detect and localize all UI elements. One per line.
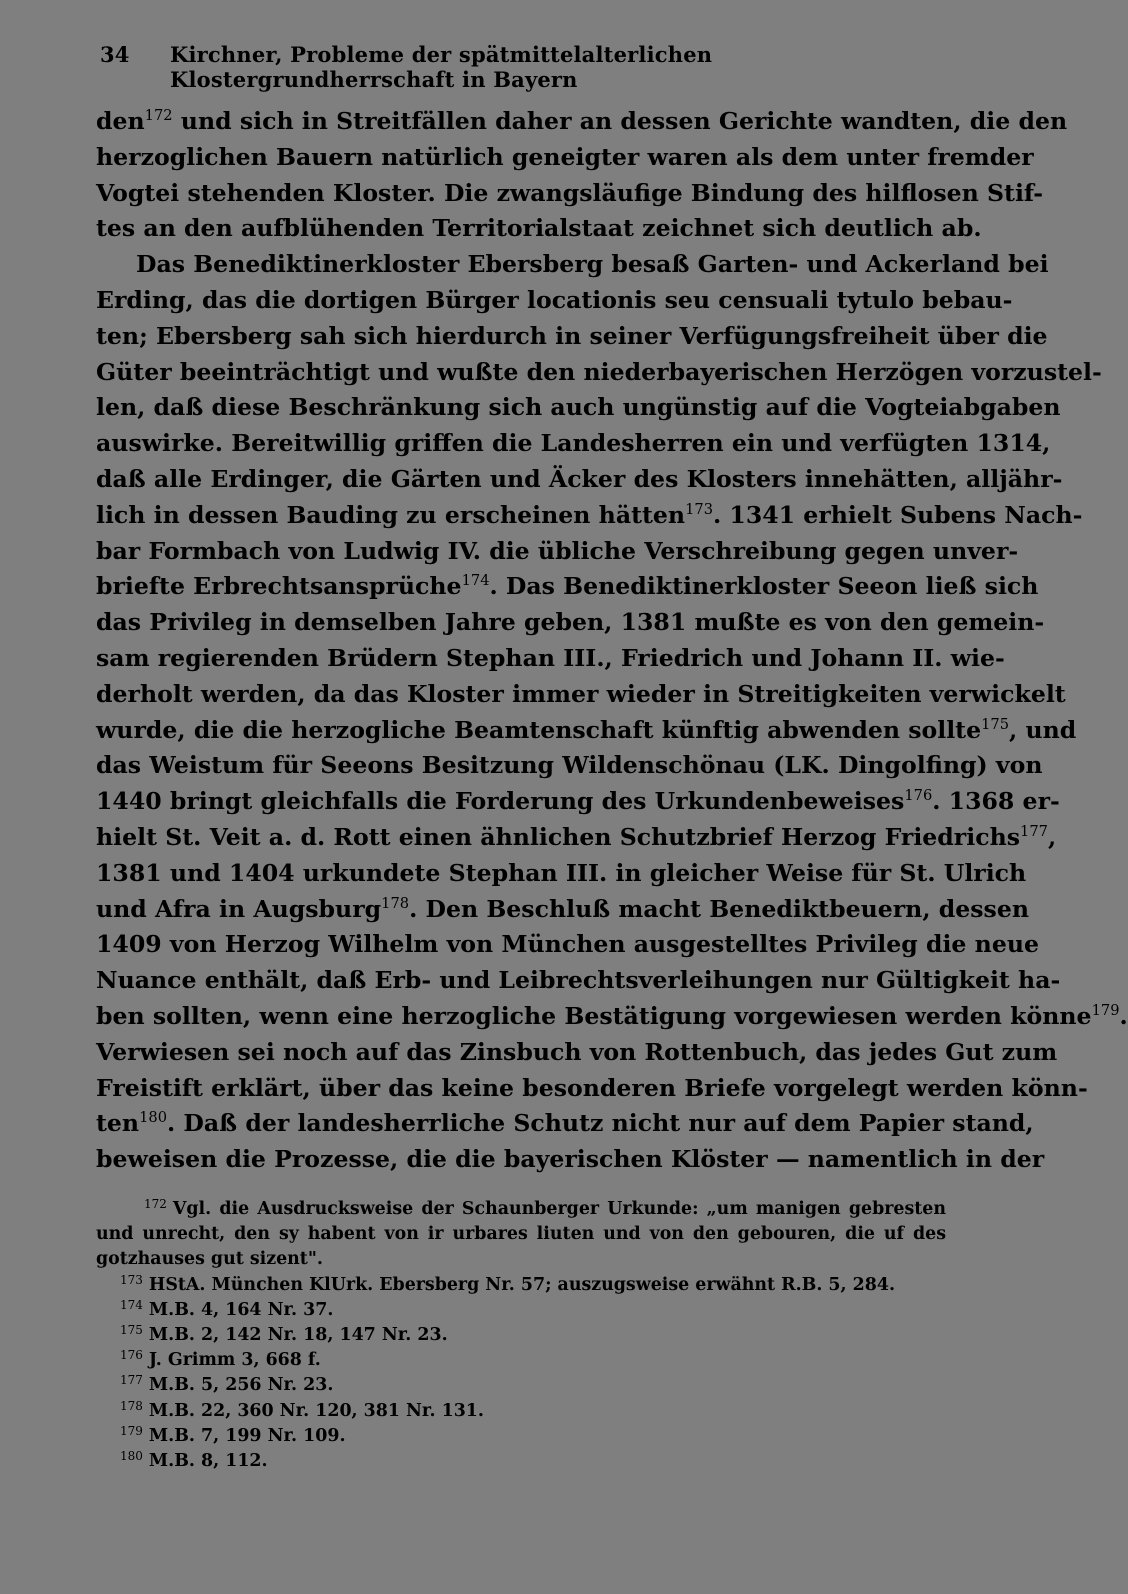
footnote-177: 177 M.B. 5, 256 Nr. 23. bbox=[120, 1373, 334, 1396]
text-line bbox=[96, 784, 1060, 820]
text-line: tes an den aufblühenden Territorialstaat zeichnet sich deutlich ab. bbox=[96, 214, 982, 243]
text-segment: . 1341 erhielt Subens Nach- bbox=[713, 500, 1083, 529]
footnote-text: M.B. 5, 256 Nr. 23. bbox=[148, 1375, 334, 1396]
text-segment: , und bbox=[1009, 715, 1077, 744]
text-line bbox=[96, 892, 1029, 928]
text-line bbox=[96, 999, 1128, 1035]
text-segment: und sich in Streitfällen daher an dessen Gerichte wandten, die den bbox=[172, 107, 1068, 135]
text-line: sam regierenden Brüdern Stephan III., Friedrich und Johann II. wie- bbox=[96, 643, 1005, 672]
footnote-ref-174[interactable]: 174 bbox=[461, 572, 490, 590]
text-line bbox=[96, 104, 1068, 140]
footnote-179: 179 M.B. 7, 199 Nr. 109. bbox=[120, 1423, 346, 1446]
text-line: daß alle Erdinger, die Gärten und Äcker des Klosters innehätten, alljähr- bbox=[96, 464, 1063, 493]
text-line: Nuance enthält, daß Erb- und Leibrechtsverleihungen nur Gültigkeit ha- bbox=[96, 966, 1061, 995]
footnote-173: 173 HStA. München KlUrk. Ebersberg Nr. 57; auszugsweise erwähnt R.B. 5, 284. bbox=[120, 1272, 895, 1295]
footnote-text: M.B. 2, 142 Nr. 18, 147 Nr. 23. bbox=[148, 1325, 448, 1346]
text-line bbox=[96, 1106, 1034, 1142]
text-segment: . bbox=[1119, 1001, 1128, 1030]
text-segment: . Das Benediktinerkloster Seeon ließ sich bbox=[489, 572, 1039, 601]
text-segment: wurde, die die herzogliche Beamtenschaft künftig abwenden sollte bbox=[96, 715, 982, 744]
text-line: len, daß diese Beschränkung sich auch ungünstig auf die Vogteiabgaben bbox=[96, 393, 1061, 422]
footnote-text: Vgl. die Ausdrucksweise der Schaunberger Urkunde: „um manigen gebresten bbox=[172, 1199, 946, 1219]
text-line: 1409 von Herzog Wilhelm von München ausgestelltes Privileg die neue bbox=[96, 930, 1039, 959]
footnote-172: 172 Vgl. die Ausdrucksweise der Schaunberger Urkunde: „um manigen gebresten bbox=[144, 1197, 946, 1219]
text-line: Verwiesen sei noch auf das Zinsbuch von Rottenbuch, das jedes Gut zum bbox=[96, 1037, 1058, 1066]
footnote-175: 175 M.B. 2, 142 Nr. 18, 147 Nr. 23. bbox=[120, 1323, 448, 1346]
footnote-180: 180 M.B. 8, 112. bbox=[120, 1449, 268, 1472]
text-line: derholt werden, da das Kloster immer wieder in Streitigkeiten verwickelt bbox=[96, 679, 1066, 708]
footnote-ref-180[interactable]: 180 bbox=[139, 1109, 167, 1127]
footnote-ref-176[interactable]: 176 bbox=[904, 787, 933, 805]
text-line: Vogtei stehenden Kloster. Die zwangsläufige Bindung des hilflosen Stif- bbox=[96, 178, 1044, 207]
running-title: Kirchner, Probleme der spätmittelalterlichen Klostergrundherrschaft in Bayern bbox=[170, 42, 713, 92]
text-line: das Privileg in demselben Jahre geben, 1381 mußte es von den gemein- bbox=[96, 608, 1045, 637]
text-segment: 1440 bringt gleichfalls die Forderung des Urkundenbeweises bbox=[96, 787, 905, 816]
text-line: das Weistum für Seeons Besitzung Wildenschönau (LK. Dingolfing) von bbox=[96, 751, 1043, 780]
text-line bbox=[96, 713, 1077, 749]
text-line: bar Formbach von Ludwig IV. die übliche Verschreibung gegen unver- bbox=[96, 536, 1019, 565]
text-segment: , bbox=[1047, 822, 1057, 851]
main-text bbox=[96, 104, 1128, 1178]
footnote-text: M.B. 22, 360 Nr. 120, 381 Nr. 131. bbox=[148, 1400, 484, 1421]
text-line bbox=[96, 498, 1083, 534]
text-line bbox=[96, 569, 1039, 605]
text-line: Das Benediktinerkloster Ebersberg besaß Garten- und Ackerland bei bbox=[136, 250, 1049, 279]
text-segment: briefte Erbrechtsansprüche bbox=[96, 572, 462, 601]
text-segment: den bbox=[96, 107, 145, 135]
text-segment: und Afra in Augsburg bbox=[96, 894, 382, 923]
running-head bbox=[100, 42, 940, 92]
text-line: Güter beeinträchtigt und wußte den niederbayerischen Herzögen vorzustel- bbox=[96, 357, 1102, 386]
text-segment: . 1368 er- bbox=[932, 787, 1060, 816]
text-line: 1381 und 1404 urkundete Stephan III. in gleicher Weise für St. Ulrich bbox=[96, 858, 1027, 887]
text-segment: ben sollten, wenn eine herzogliche Bestätigung vorgewiesen werden könne bbox=[96, 1001, 1092, 1030]
footnote-178: 178 M.B. 22, 360 Nr. 120, 381 Nr. 131. bbox=[120, 1398, 484, 1421]
footnote-ref-172[interactable]: 172 bbox=[144, 106, 173, 124]
footnote-ref-178[interactable]: 178 bbox=[381, 894, 410, 912]
text-segment: lich in dessen Bauding zu erscheinen hätten bbox=[96, 500, 686, 529]
footnote-text: M.B. 8, 112. bbox=[148, 1451, 268, 1472]
text-line: herzoglichen Bauern natürlich geneigter waren als dem unter fremder bbox=[96, 142, 1034, 171]
footnote-ref-173[interactable]: 173 bbox=[685, 500, 713, 518]
footnote-text: HStA. München KlUrk. Ebersberg Nr. 57; auszugsweise erwähnt R.B. 5, 284. bbox=[148, 1274, 895, 1295]
footnote-text: M.B. 7, 199 Nr. 109. bbox=[148, 1425, 346, 1446]
page-number: 34 bbox=[100, 42, 130, 67]
text-line: Erding, das die dortigen Bürger locationis seu censuali tytulo bebau- bbox=[96, 285, 1013, 314]
text-line bbox=[96, 820, 1057, 856]
footnote-text: M.B. 4, 164 Nr. 37. bbox=[148, 1299, 334, 1320]
footnote-ref-179[interactable]: 179 bbox=[1091, 1001, 1120, 1019]
footnotes bbox=[96, 1197, 946, 1474]
footnote-172-continued: und unrecht, den sy habent von ir urbares liuten und von den gebouren, die uf des bbox=[96, 1224, 946, 1245]
footnote-174: 174 M.B. 4, 164 Nr. 37. bbox=[120, 1297, 334, 1320]
text-line: beweisen die Prozesse, die die bayerischen Klöster — namentlich in der bbox=[96, 1145, 1045, 1174]
footnote-text: J. Grimm 3, 668 f. bbox=[148, 1350, 321, 1371]
text-segment: . Den Beschluß macht Benediktbeuern, dessen bbox=[409, 894, 1029, 923]
text-line: Freistift erklärt, über das keine besonderen Briefe vorgelegt werden könn- bbox=[96, 1073, 1088, 1102]
footnote-172-continued: gotzhauses gut sizent". bbox=[96, 1249, 323, 1270]
text-segment: . Daß der landesherrliche Schutz nicht nur auf dem Papier stand, bbox=[167, 1109, 1034, 1138]
text-segment: hielt St. Veit a. d. Rott einen ähnlichen Schutzbrief Herzog Friedrichs bbox=[96, 822, 1021, 851]
text-segment: ten bbox=[96, 1109, 140, 1138]
footnote-ref-177[interactable]: 177 bbox=[1020, 822, 1048, 840]
text-line: ten; Ebersberg sah sich hierdurch in seiner Verfügungsfreiheit über die bbox=[96, 321, 1048, 350]
footnote-176: 176 J. Grimm 3, 668 f. bbox=[120, 1348, 321, 1371]
text-line: auswirke. Bereitwillig griffen die Landesherren ein und verfügten 1314, bbox=[96, 429, 1051, 458]
footnote-ref-175[interactable]: 175 bbox=[981, 715, 1010, 733]
